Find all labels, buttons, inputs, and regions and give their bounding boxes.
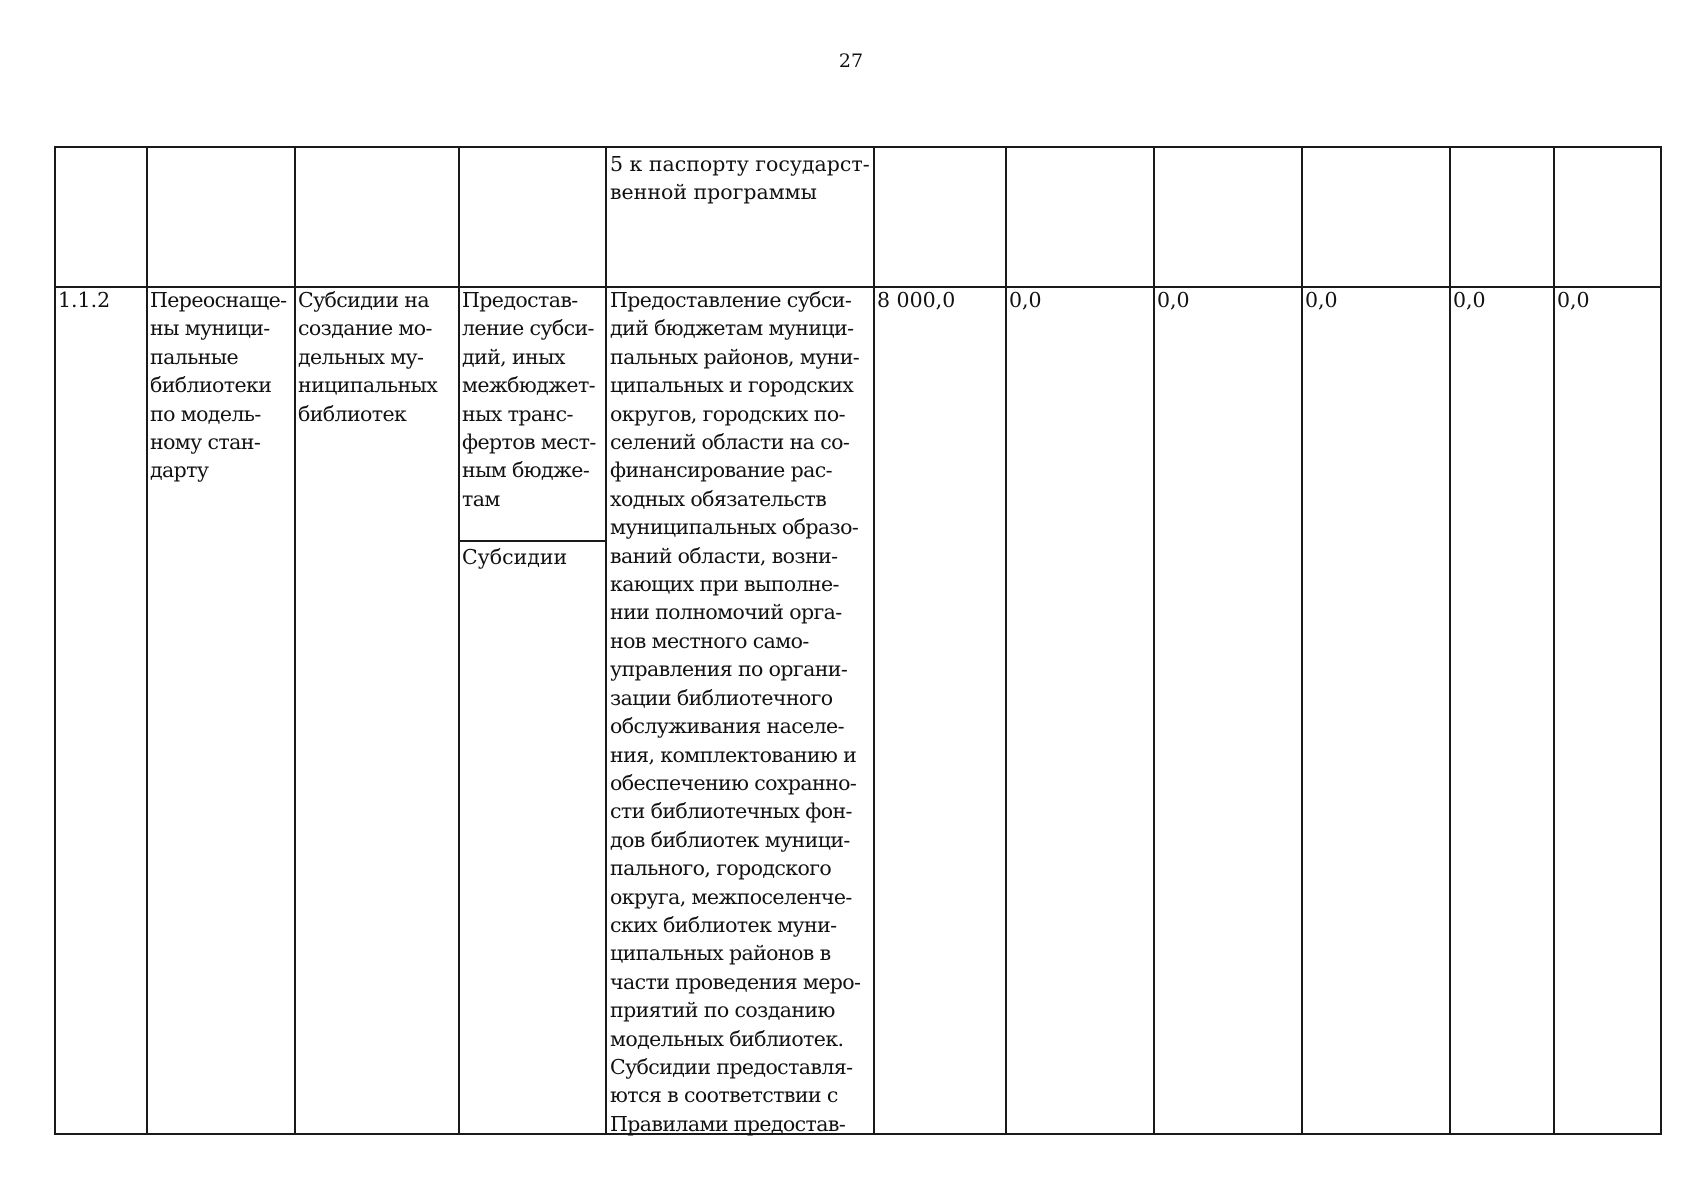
table-right-border: [1660, 146, 1662, 1135]
column-divider: [458, 146, 460, 1135]
value-cell: 0,0: [1009, 288, 1042, 312]
value-cell: 0,0: [1305, 288, 1338, 312]
column-divider: [1553, 146, 1555, 1135]
column-divider: [1301, 146, 1303, 1135]
column-divider: [1153, 146, 1155, 1135]
column-divider: [1449, 146, 1451, 1135]
page-number: 27: [838, 50, 864, 72]
column-divider: [1005, 146, 1007, 1135]
column-divider: [146, 146, 148, 1135]
value-cell: 0,0: [1157, 288, 1190, 312]
table-left-border: [54, 146, 56, 1135]
column-divider: [294, 146, 296, 1135]
value-cell: 0,0: [1453, 288, 1486, 312]
row-number-cell: 1.1.2: [58, 288, 111, 312]
mechanism-cell: Предостав- ление субси- дий, иных межбюджет- ных транс- фертов мест- ным бюдже- там: [462, 288, 596, 511]
event-cell: Субсидии на создание мо- дельных му- ниципальных библиотек: [298, 288, 438, 426]
description-cell: Предоставление субси- дий бюджетам муници- пальных районов, муни- ципальных и городских округов, городских по- селений области на со- финансирование рас- ходных обязательств муниципальных образо- ваний области, возни- кающих при выполне- нии полномочий орга- нов местного само- управления по органи- зации библиотечного обслуживания населе- ния, комплектованию и обеспечению сохранно- сти библиотечных фон- дов библиотек муници- пального, городского округа, межпоселенче- ских библиотек муни- ципальных районов в части проведения меро- приятий по созданию модельных библиотек. Субсидии предоставля- ются в соответствии с Правилами предостав-: [610, 288, 861, 1136]
mechanism-divider: [458, 540, 606, 542]
mechanism-subsidy-cell: Субсидии: [462, 545, 568, 569]
result-cell: Переоснаще- ны муници- пальные библиотеки по модель- ному стан- дарту: [150, 288, 287, 483]
continuation-description-cell: 5 к паспорту государст- венной программы: [610, 152, 870, 205]
value-cell: 8 000,0: [877, 288, 956, 312]
column-divider: [873, 146, 875, 1135]
value-cell: 0,0: [1557, 288, 1590, 312]
